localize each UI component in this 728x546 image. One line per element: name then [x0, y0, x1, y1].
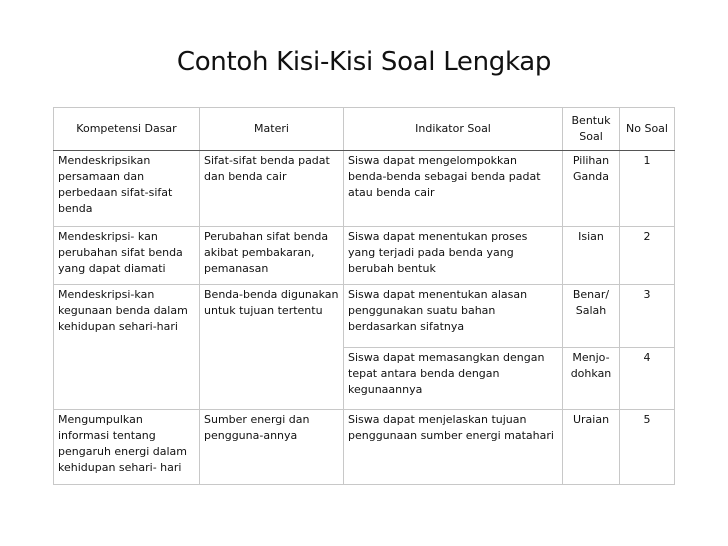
- cell-kompetensi-dasar: Mendeskripsikan persamaan dan perbedaan sifat-sifat benda: [54, 151, 200, 227]
- cell-bentuk-soal: Benar/ Salah: [563, 285, 620, 348]
- cell-materi: Perubahan sifat benda akibat pembakaran, pemanasan: [200, 227, 344, 285]
- header-materi: Materi: [200, 108, 344, 151]
- cell-no-soal: 1: [620, 151, 675, 227]
- cell-no-soal: 4: [620, 348, 675, 410]
- header-bentuk-soal: Bentuk Soal: [563, 108, 620, 151]
- cell-materi: Benda-benda digunakan untuk tujuan tertentu: [200, 285, 344, 410]
- cell-no-soal: 2: [620, 227, 675, 285]
- kisi-kisi-table: [53, 107, 675, 485]
- cell-kompetensi-dasar: Mendeskripsi- kan perubahan sifat benda yang dapat diamati: [54, 227, 200, 285]
- cell-indikator-soal: Siswa dapat menjelaskan tujuan penggunaan sumber energi matahari: [344, 410, 563, 485]
- header-no-soal: No Soal: [620, 108, 675, 151]
- cell-materi: Sifat-sifat benda padat dan benda cair: [200, 151, 344, 227]
- table-row: [54, 151, 675, 227]
- cell-bentuk-soal: Pilihan Ganda: [563, 151, 620, 227]
- cell-materi: Sumber energi dan pengguna-annya: [200, 410, 344, 485]
- cell-indikator-soal: Siswa dapat menentukan proses yang terjadi pada benda yang berubah bentuk: [344, 227, 563, 285]
- cell-indikator-soal: Siswa dapat memasangkan dengan tepat antara benda dengan kegunaannya: [344, 348, 563, 410]
- cell-indikator-soal: Siswa dapat menentukan alasan penggunakan suatu bahan berdasarkan sifatnya: [344, 285, 563, 348]
- table-row: [54, 227, 675, 285]
- header-kompetensi-dasar: Kompetensi Dasar: [54, 108, 200, 151]
- cell-bentuk-soal: Uraian: [563, 410, 620, 485]
- page-title: Contoh Kisi-Kisi Soal Lengkap: [176, 47, 552, 77]
- header-indikator-soal: Indikator Soal: [344, 108, 563, 151]
- table-header-row: [54, 108, 675, 151]
- table-row: [54, 285, 675, 348]
- cell-bentuk-soal: Menjo- dohkan: [563, 348, 620, 410]
- cell-kompetensi-dasar: Mengumpulkan informasi tentang pengaruh energi dalam kehidupan sehari- hari: [54, 410, 200, 485]
- cell-bentuk-soal: Isian: [563, 227, 620, 285]
- cell-no-soal: 3: [620, 285, 675, 348]
- cell-indikator-soal: Siswa dapat mengelompokkan benda-benda sebagai benda padat atau benda cair: [344, 151, 563, 227]
- cell-no-soal: 5: [620, 410, 675, 485]
- cell-kompetensi-dasar: Mendeskripsi-kan kegunaan benda dalam kehidupan sehari-hari: [54, 285, 200, 410]
- table-row: [54, 410, 675, 485]
